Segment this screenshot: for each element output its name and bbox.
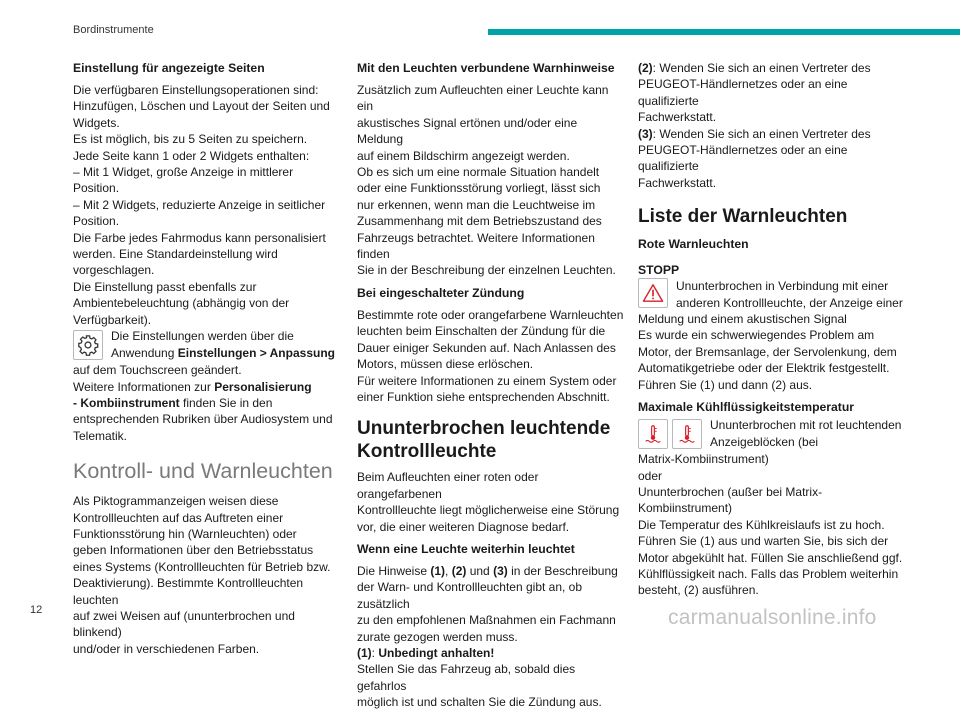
hint-ref: (1) <box>430 563 446 578</box>
text-line: akustisches Signal ertönen und/oder eine Meldung <box>357 115 578 147</box>
text-line: Widgets. <box>73 115 120 130</box>
text-line: der Warn- und Kontrollleuchten gibt an, ob zusätzlich <box>357 580 583 611</box>
text-line: Kontrollleuchte liegt möglicherweise eine Störung <box>357 503 620 518</box>
text-line <box>73 379 335 395</box>
text-line: Führen Sie (1) aus und warten Sie, bis sich der <box>638 534 889 549</box>
text-line: einer Funktion siehe entsprechenden Abschnitt. <box>357 389 610 404</box>
text-line: Die verfügbaren Einstellungsoperationen sind: <box>73 83 319 97</box>
text-line: werden. Eine Standardeinstellung wird <box>73 247 278 262</box>
text-line: und/oder in verschiedenen Farben. <box>73 641 260 656</box>
text-line: anderen Kontrollleuchte, der Anzeige einer <box>676 295 903 310</box>
text-line: Dauer einiger Sekunden auf. Nach Anlassen des <box>357 340 616 355</box>
text-line: Ununterbrochen in Verbindung mit einer <box>676 279 889 294</box>
text-span: finden Sie in den <box>179 395 273 410</box>
text-line: Position. <box>73 214 120 229</box>
coolant-temperature-icon <box>638 419 668 449</box>
text-line <box>357 645 625 661</box>
text-line: Die Temperatur des Kühlkreislaufs ist zu hoch. <box>638 517 885 532</box>
more-info-text <box>73 379 335 445</box>
column-right <box>638 60 906 599</box>
text-line: Beim Aufleuchten einer roten oder orangefarbenen <box>357 470 539 501</box>
text-line: Matrix-Kombiinstrument) <box>638 452 769 467</box>
text-line: Motor abgekühlt hat. Füllen Sie anschließend ggf. <box>638 550 903 565</box>
text-line: nur erkennen, wenn man die Leuchtweise im <box>357 197 596 212</box>
column-middle <box>357 60 625 711</box>
text-line: auf zwei Weisen auf (ununterbrochen und blinkend) <box>73 608 295 640</box>
warnings-text <box>357 82 625 279</box>
settings-note <box>73 328 335 378</box>
text-line: auf dem Touchscreen geändert. <box>73 363 242 378</box>
text-line: Fachwerkstatt. <box>638 110 717 125</box>
menu-path: Einstellungen > Anpassung <box>177 345 335 360</box>
text-line <box>357 563 625 579</box>
gear-icon <box>73 330 103 360</box>
running-header: Bordinstrumente <box>73 24 154 36</box>
text-line: Als Piktogrammanzeigen weisen diese <box>73 494 279 509</box>
text-line <box>638 126 906 142</box>
column-left <box>73 60 335 657</box>
text-line: Kühlflüssigkeit nach. Falls das Problem weiterhin <box>638 566 899 581</box>
heading-page-settings: Einstellung für angezeigte Seiten <box>73 61 265 75</box>
text-line: Motor, der Bremsanlage, der Servolenkung, dem <box>638 344 897 359</box>
header-accent-bar <box>488 29 960 35</box>
coolant-entry <box>638 417 906 599</box>
text-line: Die Farbe jedes Fahrmodus kann personalisiert <box>73 230 326 245</box>
text-line: Zusammenhang mit dem Betriebszustand des <box>357 214 602 229</box>
text-line: oder eine Funktionsstörung vorliegt, lässt sich <box>357 181 601 196</box>
text-line: Stellen Sie das Fahrzeug ab, sobald dies gefahrlos <box>357 662 576 693</box>
text-line: Ob es sich um eine normale Situation handelt <box>357 165 600 180</box>
stop-instruction: Unbedingt anhalten! <box>378 645 495 660</box>
steady-light-text <box>357 469 625 535</box>
bold-span: Personalisierung <box>214 379 312 394</box>
text-line: vorgeschlagen. <box>73 263 155 278</box>
text-line: Sie in der Beschreibung der einzelnen Leuchten. <box>357 263 616 278</box>
text-span: , <box>445 563 452 578</box>
text-line: Ununterbrochen (außer bei Matrix-Kombiinstrument) <box>638 484 823 516</box>
text-span: in der Beschreibung <box>507 563 618 578</box>
text-line: Führen Sie (1) und dann (2) aus. <box>638 377 813 392</box>
page-number: 12 <box>30 604 43 616</box>
text-line: geben Informationen über den Betriebsstatus <box>73 543 314 558</box>
text-line: Fachwerkstatt. <box>638 175 717 190</box>
text-line: PEUGEOT-Händlernetzes oder an eine qualifizierte <box>638 77 848 108</box>
text-line: Es wurde ein schwerwiegendes Problem am <box>638 328 875 343</box>
text-line: Telematik. <box>73 428 128 443</box>
section-title-warning-list: Liste der Warnleuchten <box>638 206 848 228</box>
text-line: Verfügbarkeit). <box>73 312 152 327</box>
text-line: möglich ist und schalten Sie die Zündung aus. <box>357 695 602 710</box>
warning-triangle-icon <box>638 278 668 308</box>
ignition-text <box>357 307 625 405</box>
text-line: Ambientebeleuchtung (abhängig von der <box>73 296 290 311</box>
text-line: Für weitere Informationen zu einem System oder <box>357 373 617 388</box>
text-line: auf einem Bildschirm angezeigt werden. <box>357 148 570 163</box>
warning-lights-intro <box>73 493 335 657</box>
text-line: Bestimmte rote oder orangefarbene Warnleuchten <box>357 307 624 322</box>
watermark: carmanualsonline.info <box>668 606 877 629</box>
text-line: vor, die einer weiteren Diagnose bedarf. <box>357 519 570 534</box>
text-line: Funktionsstörung hin (Warnleuchten) oder <box>73 526 297 541</box>
hint-ref: (3) <box>638 126 653 141</box>
text-line <box>73 345 335 361</box>
text-line: Es ist möglich, bis zu 5 Seiten zu speichern. <box>73 132 308 147</box>
text-line: Fahrzeugs betrachtet. Weitere Informationen finden <box>357 230 595 262</box>
text-line: eines Systems (Kontrollleuchten für Betrieb bzw. <box>73 559 331 574</box>
text-line: – Mit 1 Widget, große Anzeige in mittlerer Position. <box>73 165 294 196</box>
text-span: : Wenden Sie sich an einen Vertreter des <box>652 126 871 141</box>
text-line: Die Einstellungen werden über die <box>111 329 294 344</box>
text-line: zu den empfohlenen Maßnahmen ein Fachmann <box>357 613 616 628</box>
text-line: Anzeigeblöcken (bei <box>710 434 819 449</box>
text-line: entsprechenden Rubriken über Audiosystem und <box>73 412 333 427</box>
text-line <box>638 60 906 76</box>
heading-warnings: Mit den Leuchten verbundene Warnhinweise <box>357 61 615 75</box>
text-line: PEUGEOT-Händlernetzes oder an eine qualifizierte <box>638 143 848 174</box>
bold-span: - Kombiinstrument <box>73 395 180 410</box>
text-line: Jede Seite kann 1 oder 2 Widgets enthalten: <box>73 148 310 163</box>
hint-ref: (1) <box>357 645 372 660</box>
text-line: Meldung und einem akustischen Signal <box>638 312 847 327</box>
text-span: : <box>371 645 379 660</box>
text-line: Kontrollleuchten auf das Auftreten einer <box>73 510 284 525</box>
text-line: Ununterbrochen mit rot leuchtenden <box>710 418 902 433</box>
text-span: : Wenden Sie sich an einen Vertreter des <box>652 61 871 75</box>
hints-text <box>357 563 625 711</box>
text-span: Anwendung <box>111 345 178 360</box>
heading-coolant-temp: Maximale Kühlflüssigkeitstemperatur <box>638 400 855 415</box>
hint-ref: (2) <box>451 563 467 578</box>
hint-ref: (3) <box>493 563 508 578</box>
text-line: – Mit 2 Widgets, reduzierte Anzeige in seitlicher <box>73 197 326 212</box>
text-line: oder <box>638 468 663 483</box>
stop-entry <box>638 278 906 393</box>
text-line: Deaktivierung). Bestimmte Kontrollleuchten leuchten <box>73 576 304 607</box>
text-line: Motors, müssen diese erlöschen. <box>357 357 534 372</box>
text-line: Die Einstellung passt ebenfalls zur <box>73 279 257 294</box>
coolant-temperature-icon <box>672 419 702 449</box>
heading-red-lights: Rote Warnleuchten <box>638 237 749 252</box>
text-span: und <box>466 563 494 578</box>
text-line: leuchten beim Einschalten der Zündung für die <box>357 324 606 339</box>
text-line: Zusätzlich zum Aufleuchten einer Leuchte kann ein <box>357 83 609 114</box>
hint-ref: (2) <box>638 61 653 75</box>
text-line: besteht, (2) ausführen. <box>638 583 759 598</box>
heading-stop: STOPP <box>638 263 680 278</box>
text-line: Automatikgetriebe oder der Elektrik festgestellt. <box>638 361 890 376</box>
page-settings-text <box>73 82 335 328</box>
heading-ignition-on: Bei eingeschalteter Zündung <box>357 285 525 300</box>
text-span: Die Hinweise <box>357 563 431 578</box>
text-span: Weitere Informationen zur <box>73 379 215 394</box>
section-title-steady-light: Ununterbrochen leuchtende Kontrollleuchte <box>357 418 611 463</box>
hint-3-text <box>638 126 906 192</box>
text-line <box>73 395 335 411</box>
heading-light-stays-on: Wenn eine Leuchte weiterhin leuchtet <box>357 541 575 556</box>
text-line: Hinzufügen, Löschen und Layout der Seiten und <box>73 99 330 114</box>
hint-2-text <box>638 60 906 126</box>
section-title-warning-lights: Kontroll- und Warnleuchten <box>73 459 333 484</box>
text-line: zurate gezogen werden muss. <box>357 629 518 644</box>
